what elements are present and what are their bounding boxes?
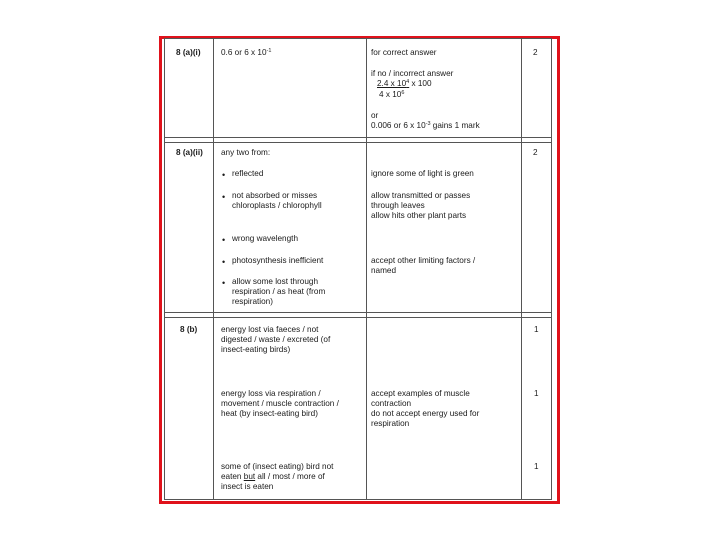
- guidance-text: through leaves: [371, 201, 425, 210]
- table-border-top: [164, 38, 552, 39]
- answer-bullet: not absorbed or misses: [232, 191, 318, 200]
- bullet-icon: •: [222, 192, 226, 202]
- guidance-text: allow transmitted or passes: [371, 191, 471, 200]
- answer-text: insect-eating birds): [221, 345, 291, 354]
- marks-value: 2: [533, 48, 538, 57]
- guidance-text: contraction: [371, 399, 412, 408]
- column-divider: [213, 38, 214, 500]
- guidance-text: accept examples of muscle: [371, 389, 470, 398]
- answer-text: eaten but all / most / more of: [221, 472, 325, 481]
- row-divider: [164, 312, 552, 313]
- bullet-icon: •: [222, 257, 226, 267]
- bullet-icon: •: [222, 235, 226, 245]
- answer-text: energy lost via faeces / not: [221, 325, 319, 334]
- fraction-numerator: 2.4 x $10^4$ x 100: [377, 79, 432, 88]
- answer-text: movement / muscle contraction /: [221, 399, 339, 408]
- guidance-text: allow hits other plant parts: [371, 211, 467, 220]
- question-number: 8 (a)(i): [176, 48, 201, 57]
- question-number: 8 (a)(ii): [176, 148, 203, 157]
- fraction-denominator: 4 x $10^6$: [379, 90, 405, 99]
- answer-text: energy loss via respiration /: [221, 389, 321, 398]
- answer-text: some of (insect eating) bird not: [221, 462, 334, 471]
- answer-bullet: allow some lost through: [232, 277, 319, 286]
- column-divider: [366, 38, 367, 500]
- answer-intro: any two from:: [221, 148, 271, 157]
- bullet-icon: •: [222, 170, 226, 180]
- marks-value: 1: [534, 462, 539, 471]
- marks-value: 1: [534, 325, 539, 334]
- answer-text: 0.6 or 6 x $10^{-1}$: [221, 48, 272, 57]
- guidance-text: ignore some of light is green: [371, 169, 474, 178]
- answer-bullet: reflected: [232, 169, 264, 178]
- answer-bullet: chloroplasts / chlorophyll: [232, 201, 322, 210]
- table-border-left: [164, 38, 165, 500]
- guidance-text: if no / incorrect answer: [371, 69, 454, 78]
- question-number: 8 (b): [180, 325, 198, 334]
- marks-value: 1: [534, 389, 539, 398]
- row-divider: [164, 137, 552, 138]
- guidance-text: do not accept energy used for: [371, 409, 480, 418]
- answer-text: insect is eaten: [221, 482, 274, 491]
- answer-text: digested / waste / excreted (of: [221, 335, 331, 344]
- guidance-text: respiration: [371, 419, 410, 428]
- table-border-right: [551, 38, 552, 500]
- guidance-text: 0.006 or 6 x $10^{-3}$ gains 1 mark: [371, 121, 480, 130]
- answer-bullet: respiration): [232, 297, 273, 306]
- marks-value: 2: [533, 148, 538, 157]
- guidance-text: for correct answer: [371, 48, 437, 57]
- answer-bullet: photosynthesis inefficient: [232, 256, 324, 265]
- guidance-text: named: [371, 266, 397, 275]
- row-divider: [164, 317, 552, 318]
- bullet-icon: •: [222, 278, 226, 288]
- guidance-text: accept other limiting factors /: [371, 256, 476, 265]
- guidance-text: or: [371, 111, 379, 120]
- row-divider: [164, 142, 552, 143]
- table-border-bottom: [164, 499, 552, 500]
- mark-scheme-table: [164, 38, 554, 500]
- answer-bullet: respiration / as heat (from: [232, 287, 326, 296]
- column-divider: [521, 38, 522, 500]
- answer-text: heat (by insect-eating bird): [221, 409, 318, 418]
- answer-bullet: wrong wavelength: [232, 234, 298, 243]
